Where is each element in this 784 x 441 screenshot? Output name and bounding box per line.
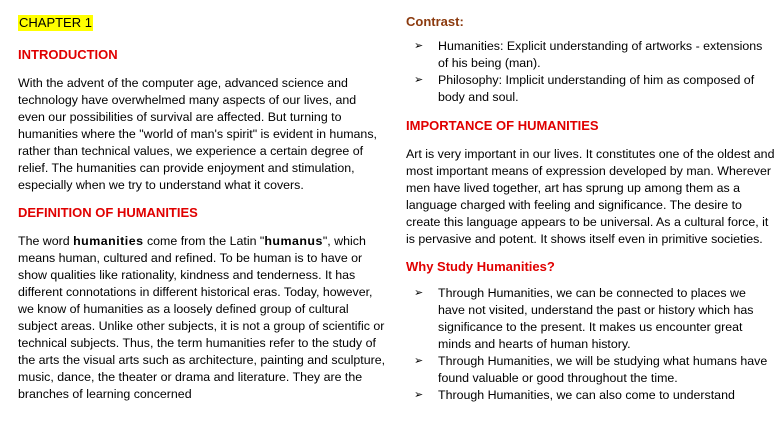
contrast-heading: Contrast: [406, 14, 464, 29]
arrow-bullet-icon: ➢ [414, 389, 424, 401]
definition-text-1: The word [18, 234, 74, 248]
importance-paragraph: Art is very important in our lives. It constitutes one of the oldest and most important means of expression developed by man. Wherever men have lived together, art has sprung up among them as a language charged with feeling and significance. The desire to create this language appears to be universal. As a cultural force, it is pervasive and potent. It shows itself even in primitive societies. [406, 147, 775, 246]
definition-text-2: come from the Latin " [143, 234, 265, 248]
why-item-understand: Through Humanities, we can also come to understand [438, 388, 735, 402]
definition-term-humanities: humanities [73, 234, 144, 248]
definition-term-humanus: humanus [264, 234, 323, 248]
introduction-paragraph: With the advent of the computer age, advanced science and technology have overwhelmed many aspects of our lives, and even our possibilities of survival are affected. But turning to humanities where the "world of man's spirit" is evident in humans, rather than technical values, we experience a certain degree of relief. The humanities can provide enjoyment and stimulation, especially when we try to understand what it covers. [18, 76, 377, 192]
right-column [406, 14, 776, 416]
why-study-list [406, 285, 776, 404]
list-item [406, 38, 776, 72]
introduction-heading: INTRODUCTION [18, 47, 118, 62]
contrast-item-humanities: Humanities: Explicit understanding of artworks - extensions of his being (man). [438, 39, 763, 70]
arrow-bullet-icon: ➢ [414, 287, 424, 299]
list-item [406, 353, 776, 387]
why-study-heading: Why Study Humanities? [406, 259, 555, 274]
contrast-item-philosophy: Philosophy: Implicit understanding of him as composed of body and soul. [438, 73, 755, 104]
chapter-label: CHAPTER 1 [19, 15, 92, 30]
list-item [406, 72, 776, 106]
why-item-places: Through Humanities, we can be connected to places we have not visited, understand the past or history which has significance to the present. It makes us encounter great minds and hearts of human history. [438, 286, 754, 351]
left-column [18, 14, 386, 414]
list-item [406, 387, 776, 404]
definition-paragraph [18, 233, 386, 403]
contrast-list [406, 38, 776, 106]
arrow-bullet-icon: ➢ [414, 40, 424, 52]
arrow-bullet-icon: ➢ [414, 74, 424, 86]
why-item-valuable: Through Humanities, we will be studying what humans have found valuable or good throughout the time. [438, 354, 768, 385]
list-item [406, 285, 776, 353]
definition-text-3: ", which means human, cultured and refined. To be human is to have or show qualities like rationality, kindness and tenderness. It has different connotations in different historical eras. Today, however, we know of humanities as a loosely defined group of cultural subject areas. Unlike other subjects, it is not a group of scientific or technical subjects. Thus, the term humanities refer to the study of the arts the visual arts such as architecture, painting and sculpture, music, dance, the theater or drama and literature. They are the branches of learning concerned [18, 234, 386, 401]
arrow-bullet-icon: ➢ [414, 355, 424, 367]
importance-heading: IMPORTANCE OF HUMANITIES [406, 118, 599, 133]
definition-heading: DEFINITION OF HUMANITIES [18, 205, 198, 220]
